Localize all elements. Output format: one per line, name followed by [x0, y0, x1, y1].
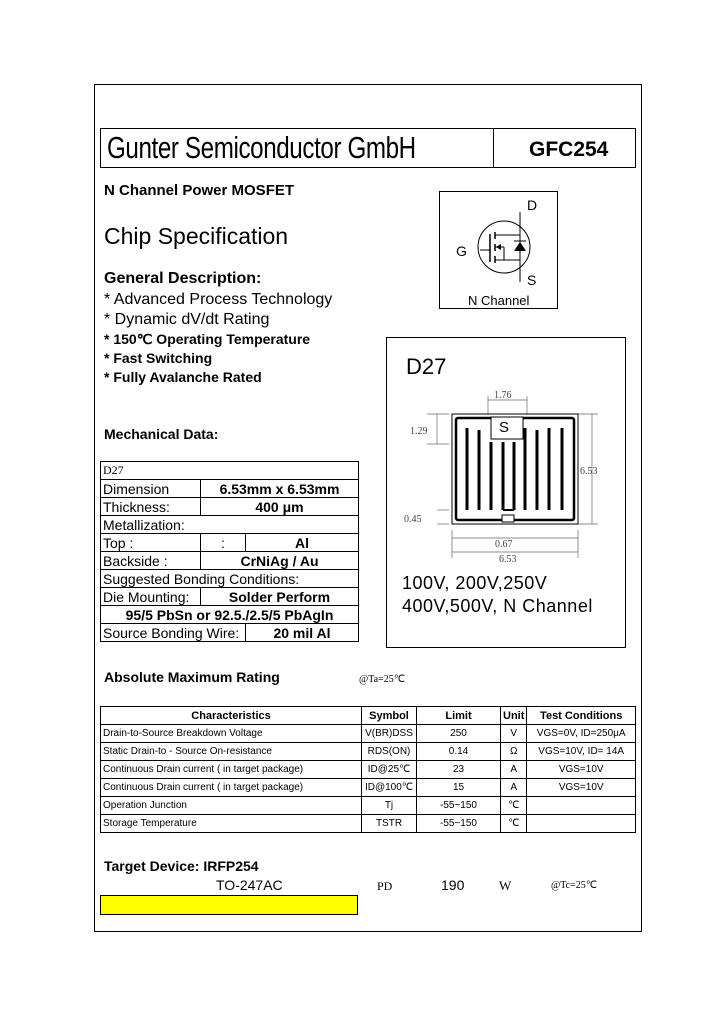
table-cell: Tj [362, 797, 417, 815]
company-name: Gunter Semiconductor GmbH [107, 130, 416, 165]
table-cell: A [501, 779, 527, 797]
voltage-line: 400V,500V, N Channel [402, 596, 593, 616]
table-cell: Storage Temperature [101, 815, 362, 833]
highlight-bar [100, 895, 358, 915]
table-cell: 6.53mm x 6.53mm [201, 480, 359, 498]
target-device: Target Device: IRFP254 [104, 858, 259, 874]
table-row [101, 761, 636, 779]
table-cell: 0.14 [417, 743, 501, 761]
table-cell: 23 [417, 761, 501, 779]
table-cell: Static Drain-to - Source On-resistance [101, 743, 362, 761]
gate-label: G [456, 243, 467, 259]
table-cell: VGS=10V [527, 761, 636, 779]
general-heading: General Description: [104, 270, 262, 287]
pd-condition: @Tc=25℃ [551, 880, 597, 891]
table-cell: Source Bonding Wire: [101, 624, 246, 642]
table-cell: 95/5 PbSn or 92.5./2.5/5 PbAgIn [101, 606, 359, 624]
table-cell: ℃ [501, 797, 527, 815]
dim-label: 0.45 [404, 514, 422, 525]
table-cell: Metallization: [101, 516, 359, 534]
doc-title: Chip Specification [104, 223, 289, 249]
die-name: D27 [406, 354, 447, 379]
table-cell: -55~150 [417, 815, 501, 833]
target-package: TO-247AC [216, 877, 283, 893]
symbol-caption: N Channel [468, 293, 530, 308]
table-row [101, 779, 636, 797]
table-cell: CrNiAg / Au [201, 552, 359, 570]
mechanical-heading: Mechanical Data: [104, 426, 219, 442]
table-cell: Thickness: [101, 498, 201, 516]
feature-item: * 150℃ Operating Temperature [104, 331, 311, 347]
source-pad-label: S [499, 419, 510, 436]
table-cell: ID@25℃ [362, 761, 417, 779]
die-name-cell: D27 [101, 462, 359, 480]
header-divider [493, 129, 494, 167]
column-header: Symbol [362, 707, 417, 725]
table-cell: ℃ [501, 815, 527, 833]
source-label: S [527, 272, 537, 288]
mosfet-symbol-box [439, 191, 558, 309]
table-cell: Suggested Bonding Conditions: [101, 570, 359, 588]
table-cell: RDS(ON) [362, 743, 417, 761]
feature-item: * Fast Switching [104, 350, 213, 366]
dim-label: 1.29 [410, 426, 428, 437]
dim-label: 1.76 [494, 390, 512, 401]
column-header: Characteristics [101, 707, 362, 725]
table-cell: TSTR [362, 815, 417, 833]
table-cell: V(BR)DSS [362, 725, 417, 743]
table-cell: Al [246, 534, 359, 552]
table-cell [527, 815, 636, 833]
ratings-heading: Absolute Maximum Rating [104, 669, 280, 685]
table-cell: V [501, 725, 527, 743]
header-box [100, 128, 636, 168]
table-cell [527, 797, 636, 815]
table-cell: Die Mounting: [101, 588, 201, 606]
mechanical-table [100, 461, 359, 642]
dim-label: 6.53 [499, 554, 517, 565]
table-cell: 400 μm [201, 498, 359, 516]
table-cell: Top : [101, 534, 201, 552]
dim-label: 6.53 [580, 466, 598, 477]
table-cell: 20 mil Al [246, 624, 359, 642]
table-cell: -55~150 [417, 797, 501, 815]
die-drawing-box [386, 337, 626, 648]
table-row [101, 815, 636, 833]
table-row [101, 797, 636, 815]
feature-item: * Advanced Process Technology [104, 291, 333, 308]
table-cell: Drain-to-Source Breakdown Voltage [101, 725, 362, 743]
drain-label: D [527, 197, 538, 213]
table-cell: A [501, 761, 527, 779]
voltage-line: 100V, 200V,250V [402, 573, 548, 593]
table-cell: ID@100℃ [362, 779, 417, 797]
table-cell: VGS=10V [527, 779, 636, 797]
pd-unit: W [499, 878, 512, 893]
feature-item: * Dynamic dV/dt Rating [104, 311, 270, 328]
table-cell: Solder Perform [201, 588, 359, 606]
column-header: Test Conditions [527, 707, 636, 725]
table-cell: Dimension [101, 480, 201, 498]
pd-value: 190 [441, 877, 465, 893]
pd-symbol: PD [377, 879, 393, 893]
table-cell: Backside : [101, 552, 201, 570]
table-row [101, 725, 636, 743]
dim-label: 0.67 [495, 539, 513, 550]
table-cell: Operation Junction [101, 797, 362, 815]
table-cell: 250 [417, 725, 501, 743]
table-cell: VGS=0V, ID=250μA [527, 725, 636, 743]
ratings-table [100, 706, 636, 833]
ratings-condition: @Ta=25℃ [359, 674, 405, 685]
product-type: N Channel Power MOSFET [104, 182, 295, 199]
table-cell: : [201, 534, 246, 552]
table-cell: Continuous Drain current ( in target package) [101, 779, 362, 797]
table-cell: 15 [417, 779, 501, 797]
table-cell: VGS=10V, ID= 14A [527, 743, 636, 761]
table-row [101, 743, 636, 761]
part-number: GFC254 [529, 138, 609, 161]
table-cell: Continuous Drain current ( in target package) [101, 761, 362, 779]
column-header: Limit [417, 707, 501, 725]
column-header: Unit [501, 707, 527, 725]
table-cell: Ω [501, 743, 527, 761]
feature-item: * Fully Avalanche Rated [104, 369, 262, 385]
